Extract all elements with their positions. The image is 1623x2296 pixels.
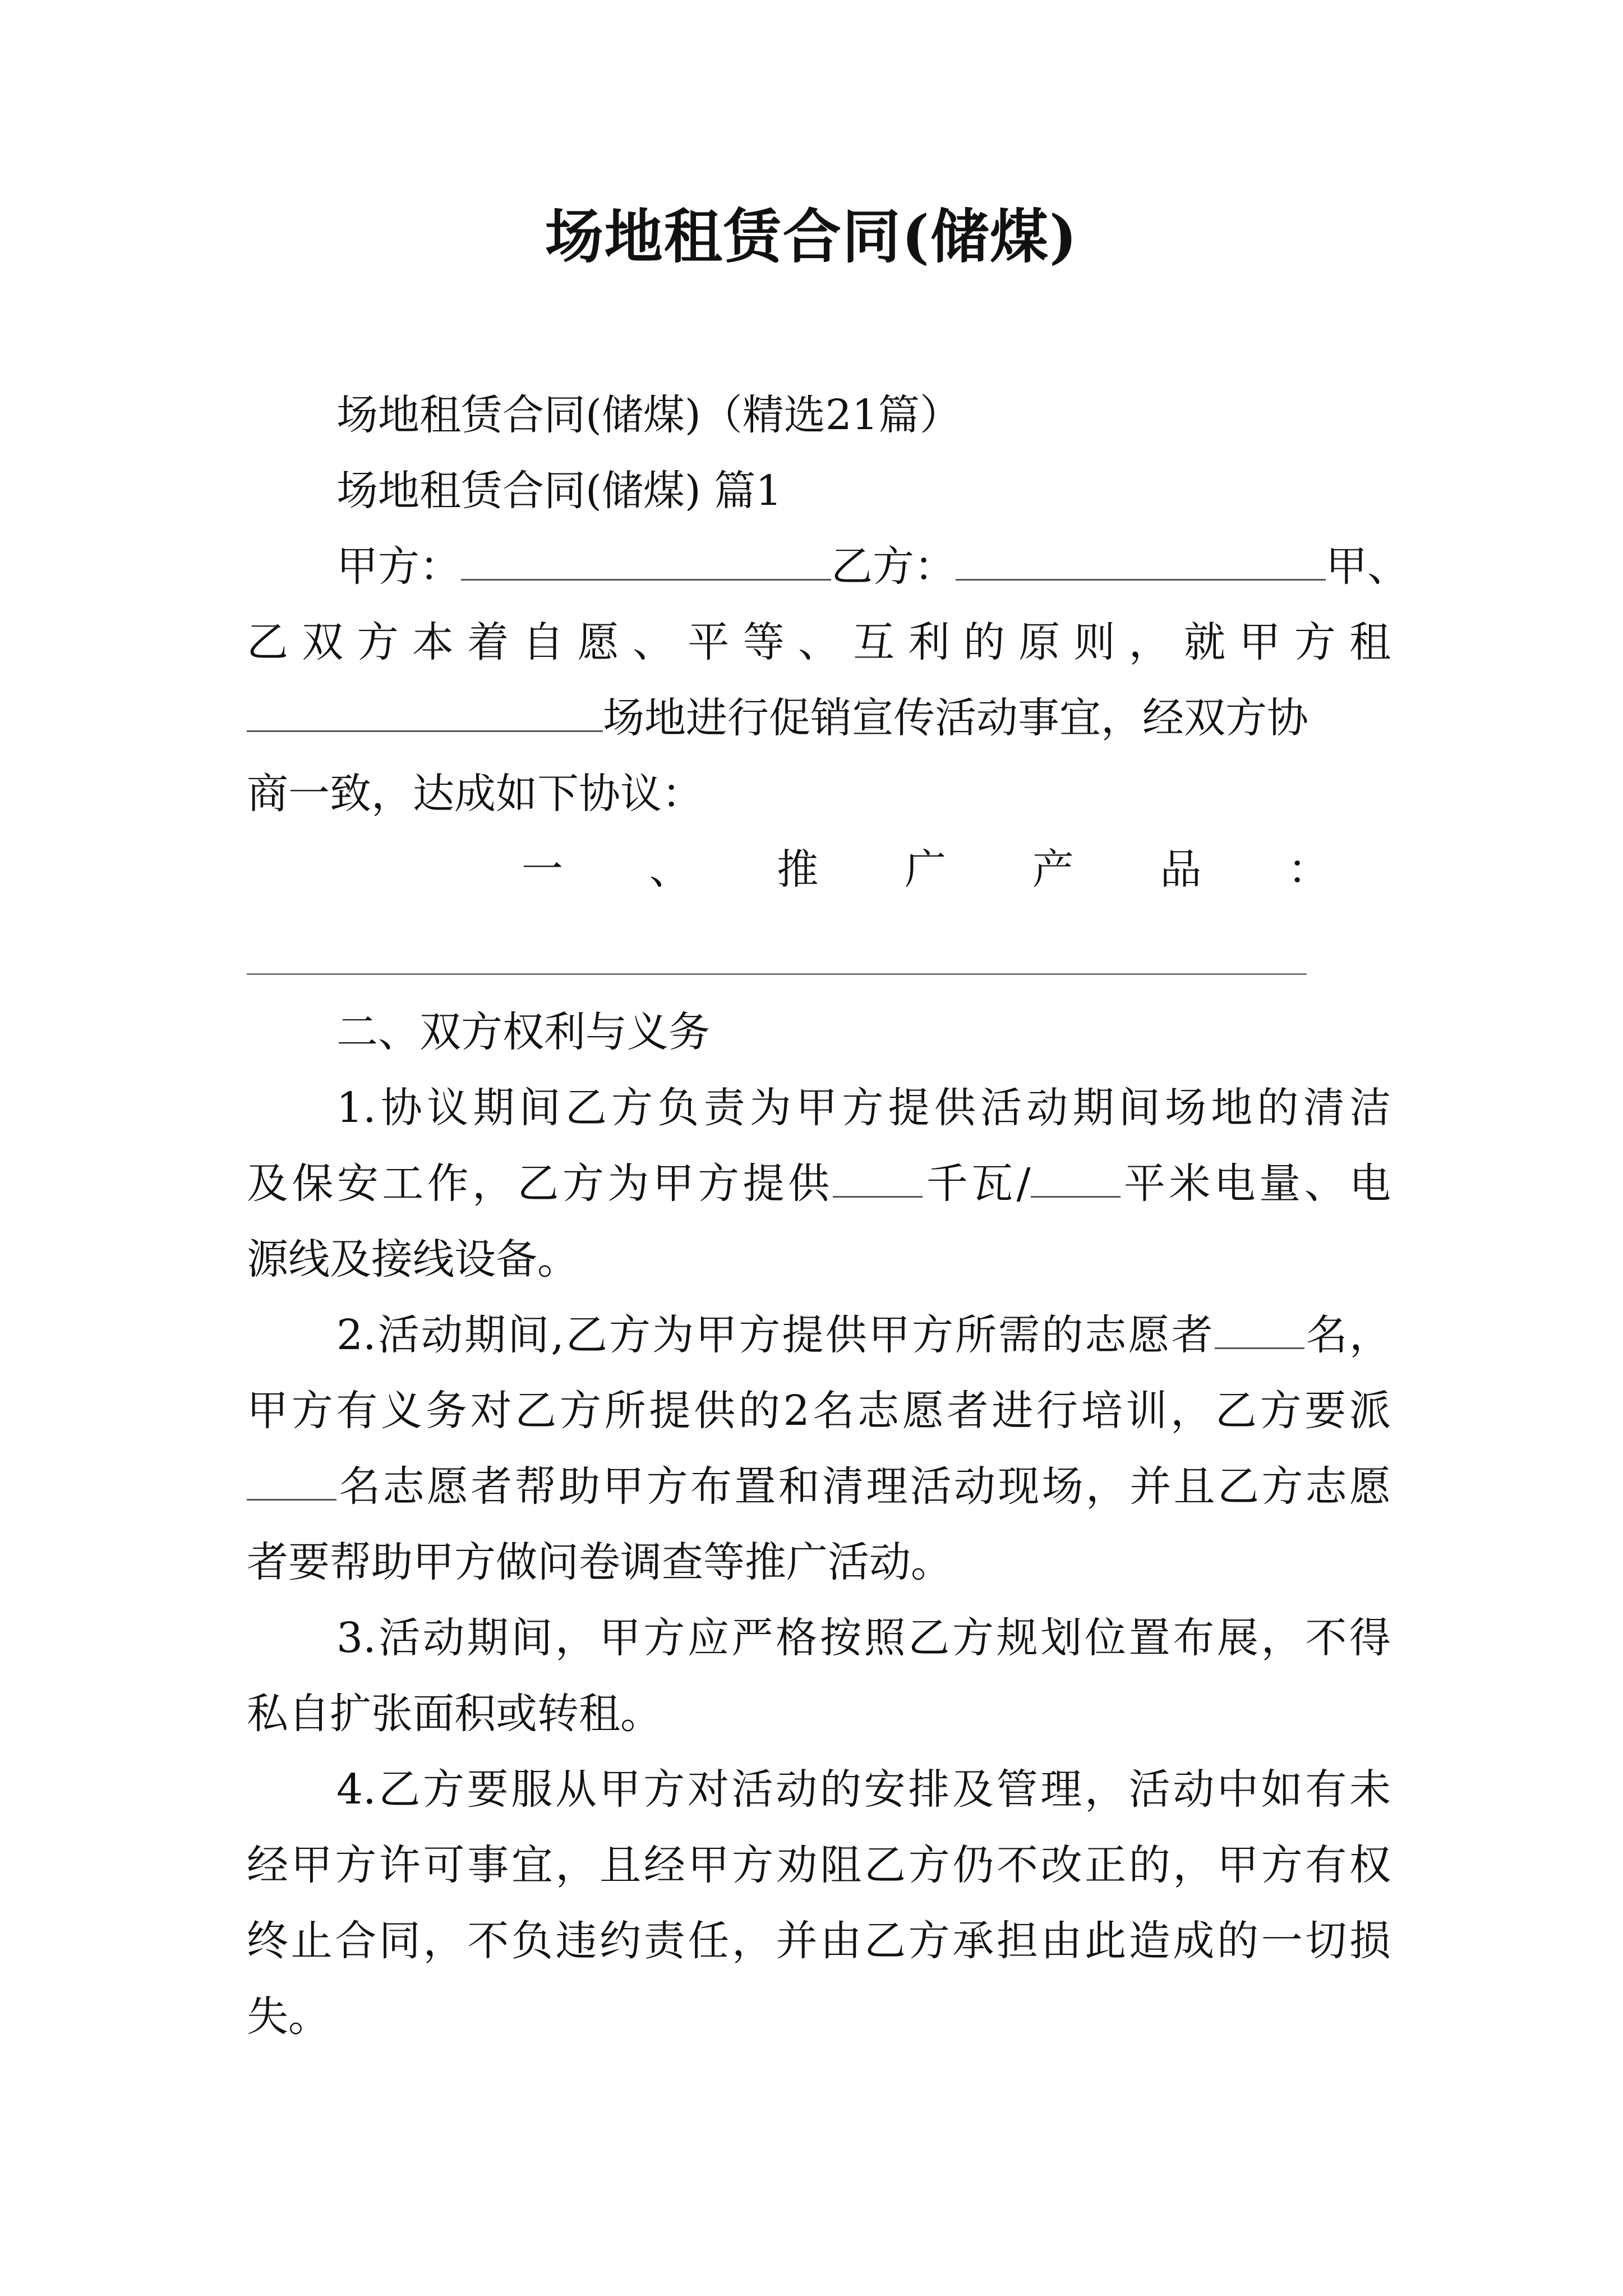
clause1-line2-a: 及保安工作，乙方为甲方提供 <box>247 1159 833 1208</box>
volunteer-count-blank <box>1215 1314 1304 1349</box>
clause1-line2-b: 千瓦/ <box>923 1159 1031 1208</box>
intro-line-3 <box>247 690 1391 746</box>
clause2-line3-b: 名志愿者帮助甲方布置和清理活动现场，并且乙方志愿 <box>336 1462 1391 1511</box>
intro-line-4: 商一致，达成如下协议： <box>247 770 703 818</box>
item2-heading: 二、双方权利与义务 <box>336 1008 710 1056</box>
clause2-line4: 者要帮助甲方做问卷调查等推广活动。 <box>247 1538 952 1586</box>
clause2-line3 <box>247 1458 1391 1515</box>
party-a-label: 甲方： <box>336 542 461 591</box>
venue-blank <box>247 697 603 732</box>
clause4-line4: 失。 <box>247 1993 330 2041</box>
intro-line1-end: 甲、 <box>1326 542 1409 591</box>
clause2-line2: 甲方有义务对乙方所提供的2名志愿者进行培训，乙方要派 <box>247 1387 1391 1435</box>
clause2-line1 <box>336 1307 1391 1363</box>
clause1-line1: 1.协议期间乙方负责为甲方提供活动期间场地的清洁 <box>336 1084 1391 1132</box>
parties-line <box>336 539 1409 595</box>
clause2-line1-a: 2.活动期间,乙方为甲方提供甲方所需的志愿者 <box>336 1311 1215 1359</box>
party-a-blank <box>461 545 831 581</box>
party-b-label: 乙方： <box>831 542 956 591</box>
intro-line-2: 乙双方本着自愿、平等、互利的原则，就甲方租 <box>247 618 1391 666</box>
clause4-line1: 4.乙方要服从甲方对活动的安排及管理，活动中如有未 <box>336 1765 1391 1814</box>
item1-heading-text: 一、推广产品： <box>522 845 1363 894</box>
document-subtitle: 场地租赁合同(储煤)（精选21篇） <box>336 391 961 439</box>
clause1-line2-c: 平米电量、电 <box>1120 1159 1391 1208</box>
product-blank-line <box>247 973 1307 975</box>
clause3-line2: 私自扩张面积或转租。 <box>247 1690 662 1738</box>
section-heading: 场地租赁合同(储煤) 篇1 <box>336 467 782 515</box>
volunteer-assign-blank <box>247 1465 336 1501</box>
clause1-line2 <box>247 1156 1391 1212</box>
document-title: 场地租赁合同(储煤) <box>545 202 1078 271</box>
party-b-blank <box>956 545 1326 581</box>
clause4-line3: 终止合同，不负违约责任，并由乙方承担由此造成的一切损 <box>247 1917 1391 1965</box>
clause4-line2: 经甲方许可事宜，且经甲方劝阻乙方仍不改正的，甲方有权 <box>247 1841 1391 1889</box>
clause1-line3: 源线及接线设备。 <box>247 1235 579 1283</box>
kilowatt-blank <box>833 1162 923 1198</box>
sqm-blank <box>1031 1162 1121 1198</box>
clause3-line1: 3.活动期间，甲方应严格按照乙方规划位置布展，不得 <box>336 1614 1391 1662</box>
clause2-line1-b: 名， <box>1304 1311 1391 1359</box>
intro-line-3-text: 场地进行促销宣传活动事宜，经双方协 <box>603 694 1308 742</box>
